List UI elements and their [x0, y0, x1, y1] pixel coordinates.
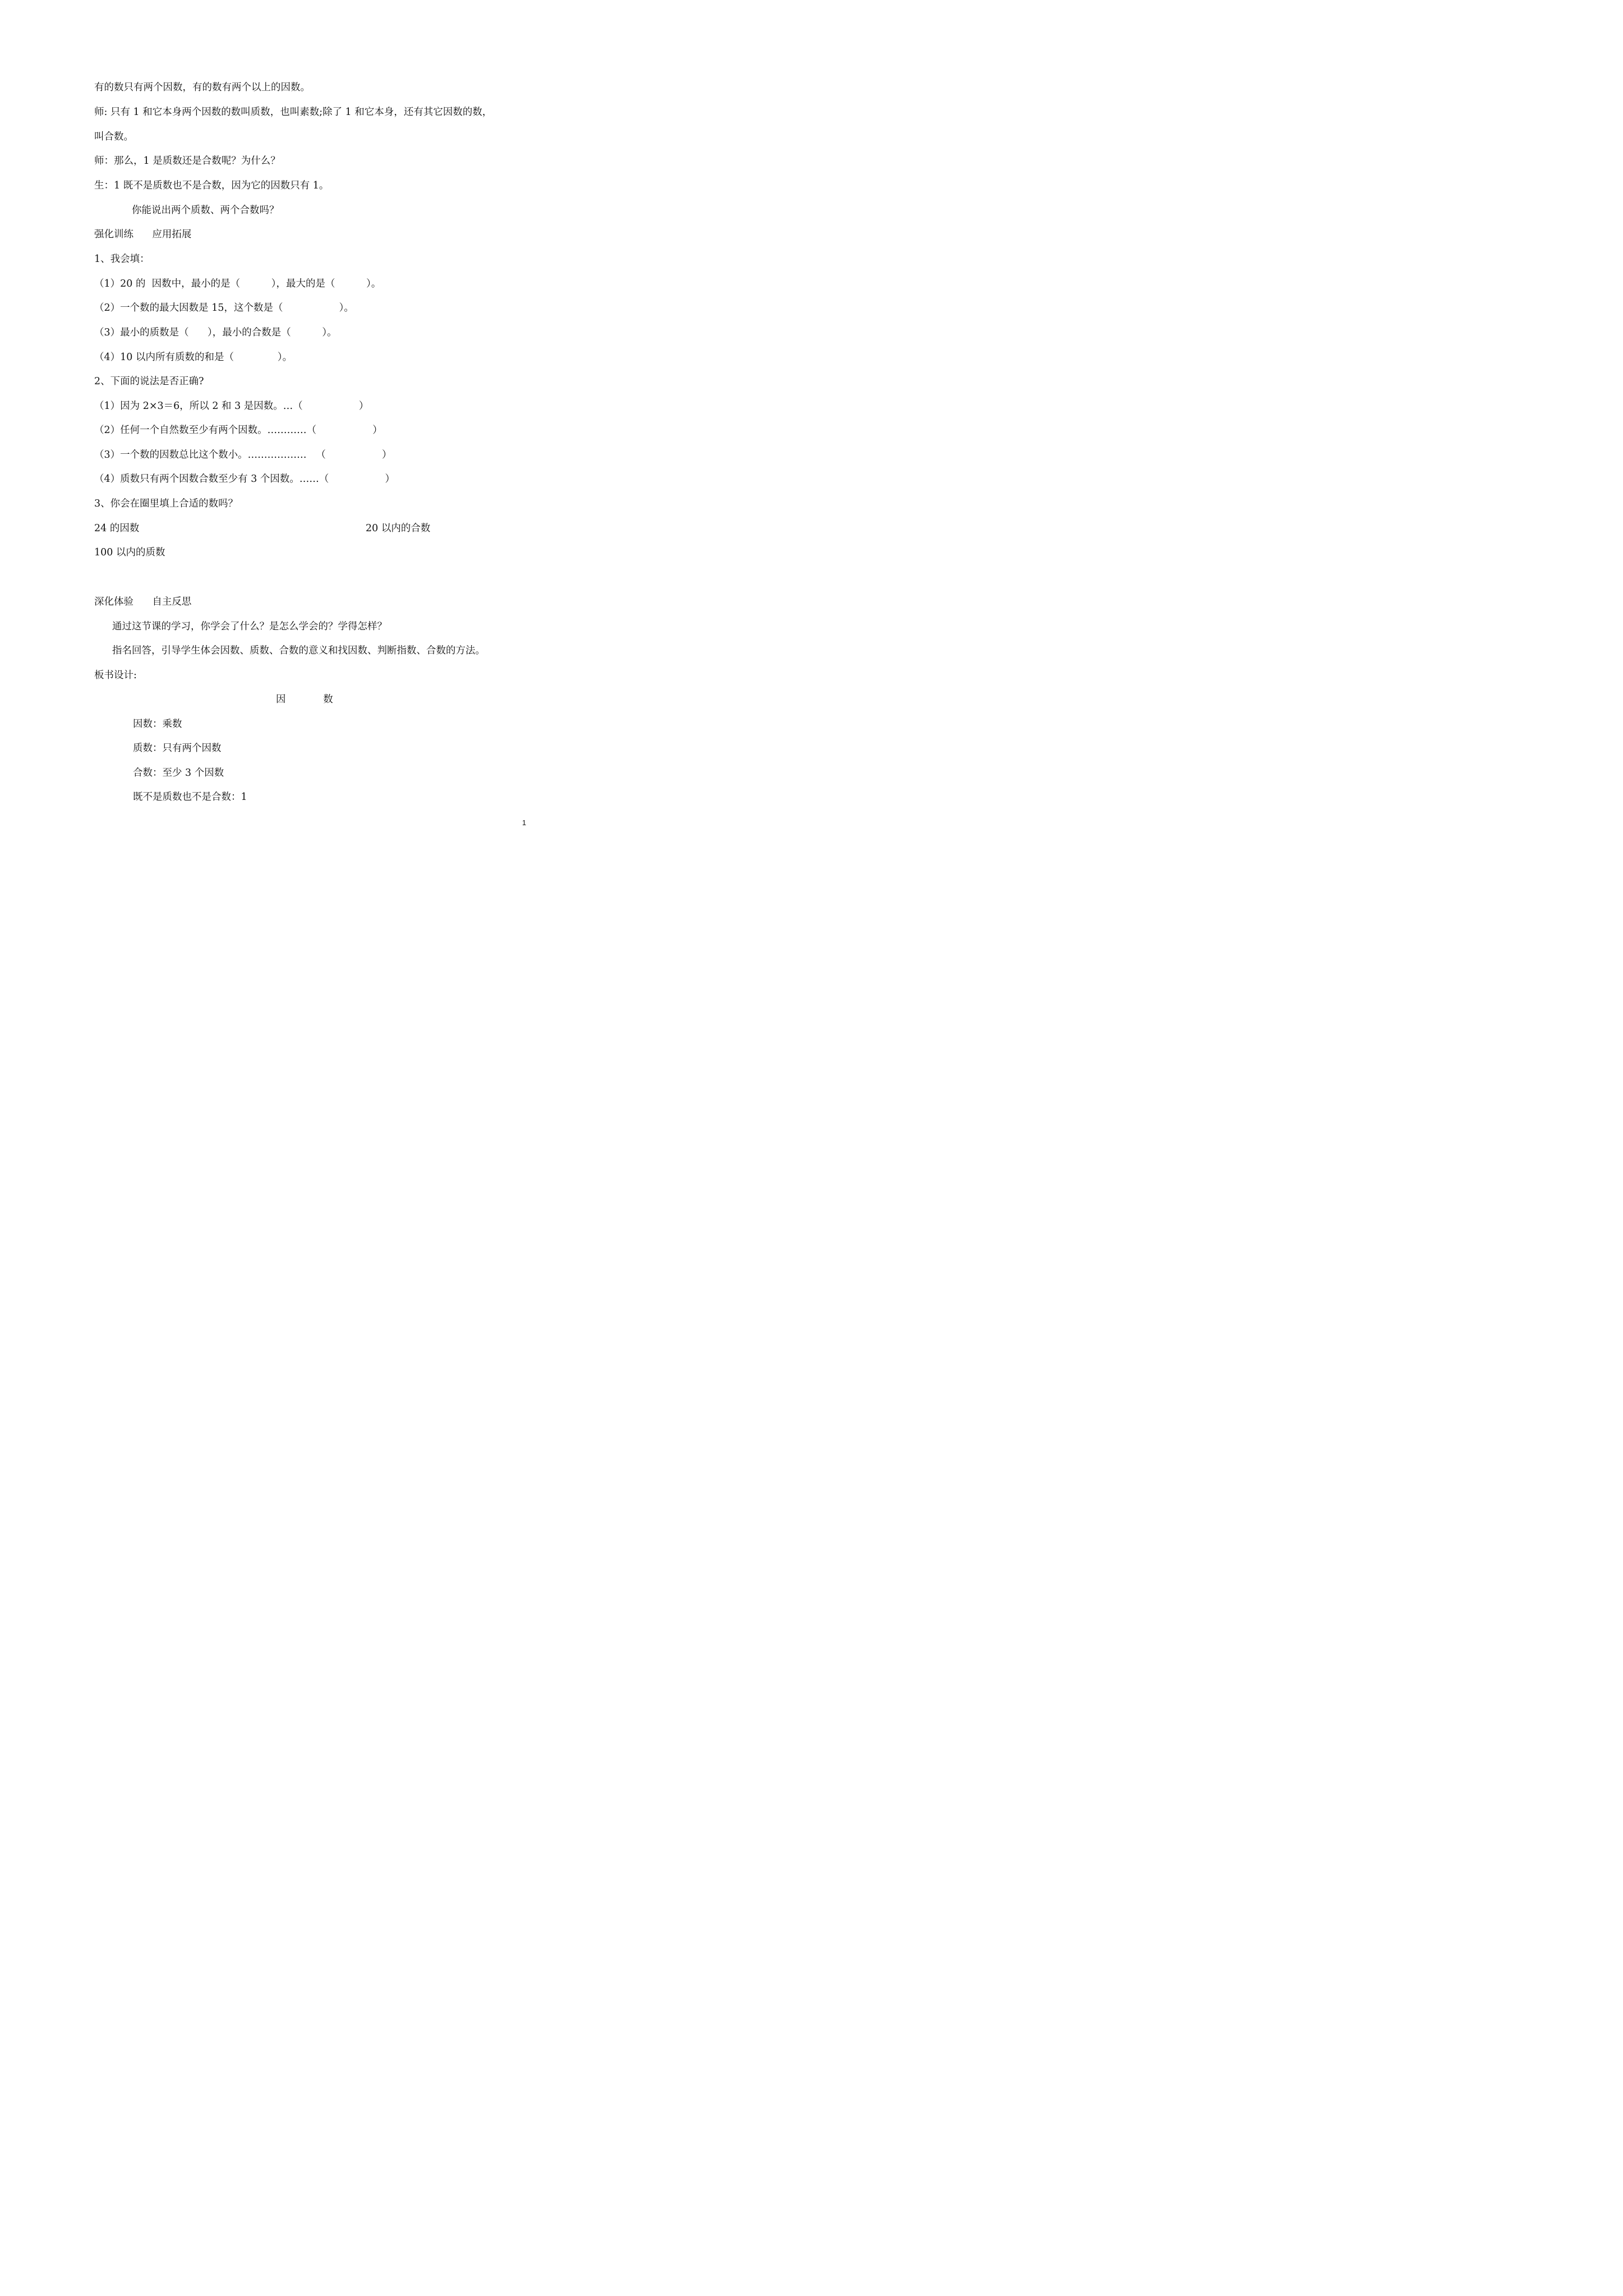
question-2-title: 2、下面的说法是否正确? [94, 376, 204, 387]
board-item: 因数：乘数 [133, 719, 182, 730]
circle-label-composites-under-20: 20 以内的合数 [366, 523, 431, 534]
question-2-item: （4）质数只有两个因数合数至少有 3 个因数。……（ ） [94, 473, 395, 485]
teacher-question: 师：那么，1 是质数还是合数呢？为什么？ [94, 155, 280, 167]
question-2-item: （2）任何一个自然数至少有两个因数。…………（ ） [94, 425, 382, 436]
practice-heading: 强化训练 应用拓展 [94, 229, 192, 240]
reflection-heading: 深化体验 自主反思 [94, 596, 192, 608]
question-2-item: （1）因为 2×3＝6，所以 2 和 3 是因数。…（ ） [94, 401, 369, 412]
question-1-title: 1、我会填： [94, 254, 150, 265]
reflection-line: 指名回答，引导学生体会因数、质数、合数的意义和找因数、判断指数、合数的方法。 [112, 645, 485, 656]
question-1-item: （3）最小的质数是（ ），最小的合数是（ ）。 [94, 327, 337, 338]
circle-label-factors-of-24: 24 的因数 [94, 523, 140, 534]
intro-line: 有的数只有两个因数，有的数有两个以上的因数。 [94, 82, 310, 93]
page-number: 1 [522, 818, 527, 827]
prompt-line: 你能说出两个质数、两个合数吗？ [132, 205, 279, 216]
question-3-title: 3、你会在圈里填上合适的数吗？ [94, 498, 238, 509]
reflection-line: 通过这节课的学习，你学会了什么？是怎么学会的？学得怎样？ [112, 621, 387, 632]
question-1-item: （1）20 的 因数中，最小的是（ ），最大的是（ ）。 [94, 278, 381, 289]
question-1-item: （4）10 以内所有质数的和是（ ）。 [94, 352, 293, 363]
board-item: 质数：只有两个因数 [133, 743, 222, 754]
board-design-heading: 板书设计: [94, 670, 137, 681]
student-answer: 生：1 既不是质数也不是合数，因为它的因数只有 1。 [94, 180, 329, 191]
question-2-item: （3）一个数的因数总比这个数小。……………… （ ） [94, 449, 392, 461]
circle-label-primes-under-100: 100 以内的质数 [94, 547, 165, 558]
teacher-definition-line-2: 叫合数。 [94, 131, 133, 142]
question-1-item: （2）一个数的最大因数是 15，这个数是（ ）。 [94, 302, 354, 314]
board-item: 合数：至少 3 个因数 [133, 767, 224, 779]
board-title: 因 数 [276, 694, 333, 705]
board-item: 既不是质数也不是合数：1 [133, 792, 247, 803]
teacher-definition-line-1: 师: 只有 1 和它本身两个因数的数叫质数，也叫素数;除了 1 和它本身，还有其它因数的数， [94, 107, 492, 118]
